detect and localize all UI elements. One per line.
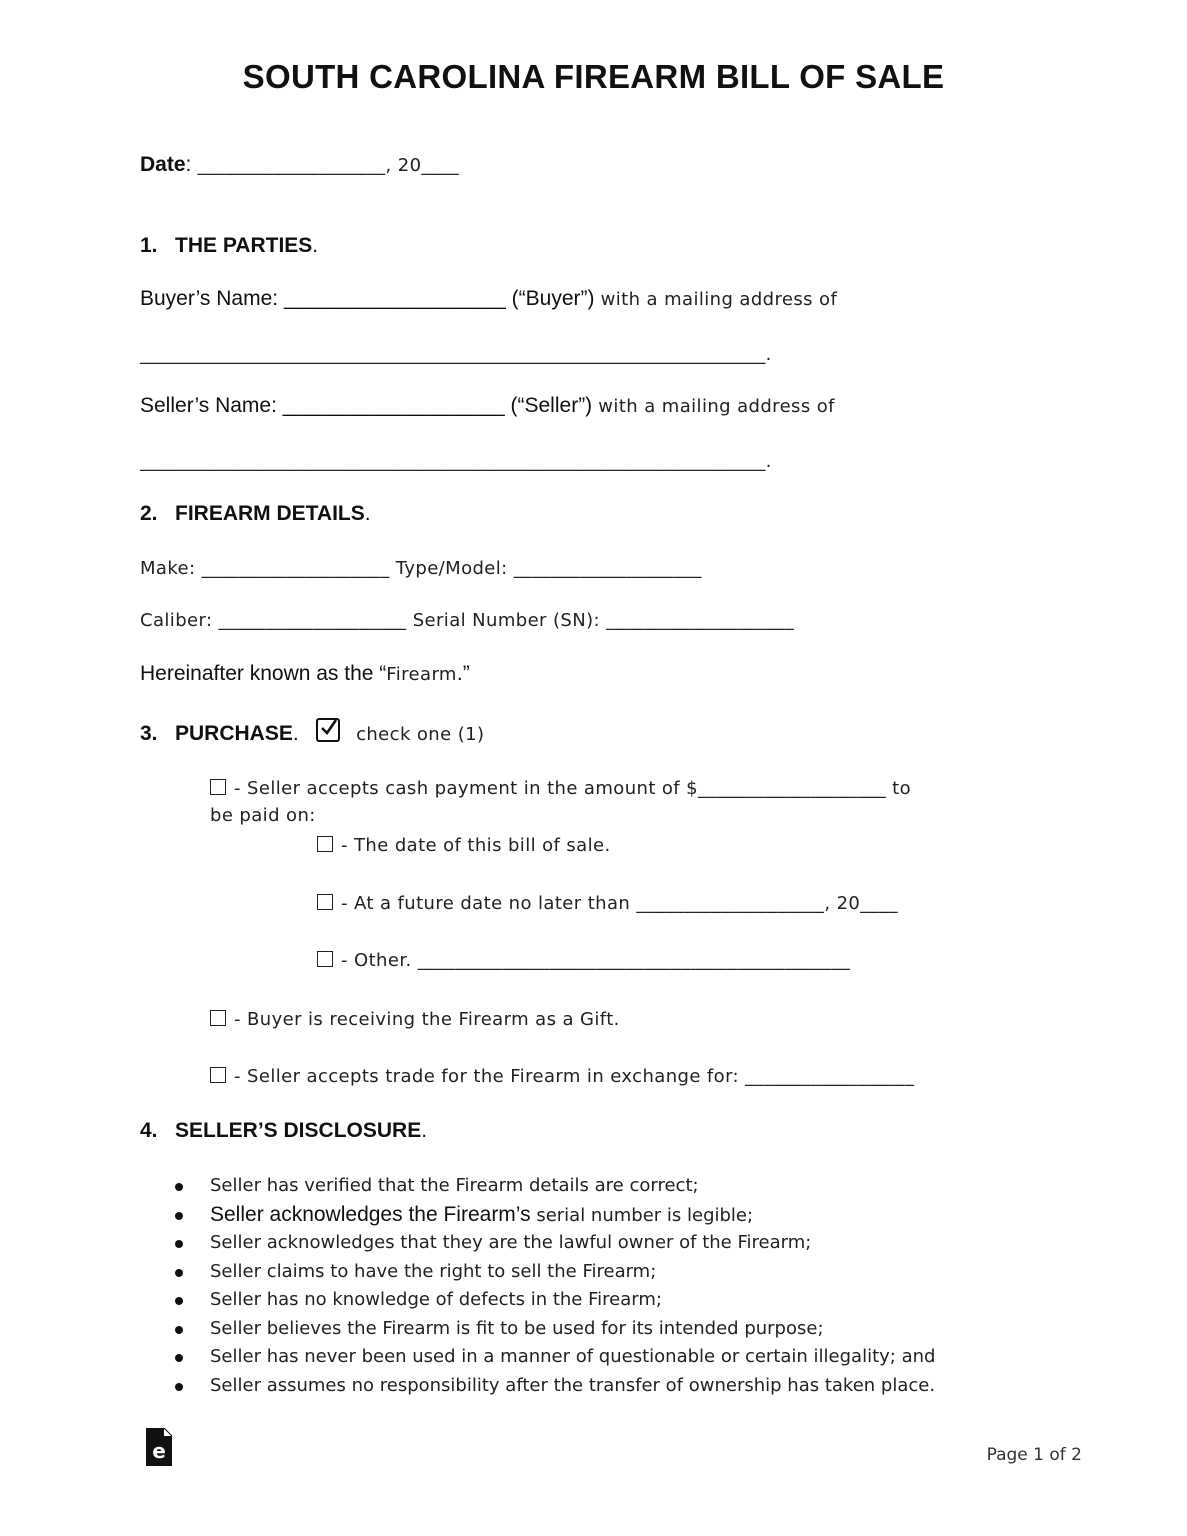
caliber-serial-fields[interactable]: Caliber: ____________________ Serial Number (SN): ____________________	[140, 610, 795, 631]
list-item	[175, 1343, 935, 1372]
date-colon: :	[185, 153, 192, 176]
seller-address-field[interactable]: ____________________________________________________________________.	[140, 451, 772, 472]
list-item	[175, 1372, 935, 1401]
buyer-address-field[interactable]: ____________________________________________________________________.	[140, 344, 772, 365]
disclosure-text: Seller has never been used in a manner of questionable or certain illegality; and	[210, 1346, 936, 1367]
section-number: 3.	[140, 722, 158, 745]
bullet-icon	[175, 1383, 183, 1391]
date-line	[140, 153, 459, 177]
seller-name-line	[140, 394, 835, 418]
other-option	[317, 950, 850, 971]
list-item	[175, 1229, 935, 1258]
section-1-heading: 1. THE PARTIES.	[140, 234, 319, 257]
buyer-address-label: with a mailing address of	[594, 289, 838, 310]
disclosure-text: Seller claims to have the right to sell the Firearm;	[210, 1260, 657, 1282]
disclosure-list	[175, 1172, 935, 1400]
date-of-sale-option	[317, 835, 611, 856]
list-item	[175, 1201, 935, 1230]
date-blank[interactable]: ____________________, 20____	[191, 155, 460, 176]
bullet-icon	[175, 1269, 183, 1277]
list-item	[175, 1258, 935, 1287]
future-date-text[interactable]: - At a future date no later than ____________________, 20____	[341, 893, 898, 914]
other-text[interactable]: - Other. ______________________________________________	[341, 950, 851, 971]
disclosure-text: serial number is legible;	[536, 1204, 754, 1226]
section-title: PURCHASE	[175, 722, 293, 745]
hereinafter-suffix: .”	[456, 662, 470, 685]
disclosure-text: Seller has verified that the Firearm details are correct;	[210, 1175, 699, 1196]
disclosure-text: Seller assumes no responsibility after the transfer of ownership has taken place.	[210, 1374, 936, 1396]
list-item	[175, 1172, 935, 1201]
bullet-icon	[175, 1240, 183, 1248]
list-item	[175, 1315, 935, 1344]
section-title: SELLER’S DISCLOSURE	[175, 1119, 422, 1142]
document-title: SOUTH CAROLINA FIREARM BILL OF SALE	[242, 58, 945, 95]
disclosure-text: Seller has no knowledge of defects in the Firearm;	[210, 1289, 662, 1310]
checkmark-icon	[316, 718, 340, 742]
seller-name-field[interactable]: Seller’s Name: ___________________ (“Seller”)	[140, 394, 593, 417]
section-2-heading: 2. FIREARM DETAILS.	[140, 502, 371, 525]
disclosure-text: Seller believes the Firearm is fit to be used for its intended purpose;	[210, 1317, 824, 1339]
bullet-icon	[175, 1354, 183, 1362]
trade-text[interactable]: - Seller accepts trade for the Firearm in exchange for: __________________	[234, 1066, 915, 1087]
section-number: 4.	[140, 1119, 158, 1142]
gift-checkbox[interactable]	[210, 1010, 226, 1026]
check-one-note: check one (1)	[356, 724, 485, 745]
bullet-icon	[175, 1326, 183, 1334]
bullet-icon	[175, 1183, 183, 1191]
bullet-icon	[175, 1297, 183, 1305]
cash-payment-cont: be paid on:	[210, 805, 316, 826]
cash-payment-text[interactable]: - Seller accepts cash payment in the amount of $____________________ to	[234, 778, 912, 799]
bullet-icon	[175, 1212, 183, 1220]
disclosure-text: Seller acknowledges that they are the lawful owner of the Firearm;	[210, 1232, 812, 1253]
trade-option	[210, 1066, 914, 1087]
future-date-option	[317, 893, 898, 914]
make-model-fields[interactable]: Make: ____________________ Type/Model: ____________________	[140, 558, 702, 579]
section-title: THE PARTIES	[175, 234, 313, 257]
date-of-sale-text: - The date of this bill of sale.	[341, 835, 611, 856]
section-3-heading: 3. PURCHASE. check one (1)	[140, 718, 484, 746]
svg-text:e: e	[152, 1439, 166, 1463]
hereinafter-word: Firearm	[386, 664, 457, 685]
eforms-logo-icon	[146, 1428, 172, 1466]
cash-payment-option	[210, 778, 911, 799]
section-4-heading: 4. SELLER’S DISCLOSURE.	[140, 1119, 428, 1142]
seller-address-label: with a mailing address of	[592, 396, 835, 417]
date-of-sale-checkbox[interactable]	[317, 836, 333, 852]
other-checkbox[interactable]	[317, 951, 333, 967]
section-number: 1.	[140, 234, 158, 257]
gift-option	[210, 1009, 620, 1030]
date-label: Date	[140, 153, 186, 176]
buyer-name-field[interactable]: Buyer’s Name: ___________________ (“Buyer”)	[140, 287, 595, 310]
section-title: FIREARM DETAILS	[175, 502, 365, 525]
disclosure-text-prefix: Seller acknowledges the Firearm’s	[210, 1202, 531, 1226]
gift-text: - Buyer is receiving the Firearm as a Gift.	[234, 1009, 620, 1030]
cash-checkbox[interactable]	[210, 779, 226, 795]
hereinafter-line	[140, 662, 470, 686]
list-item	[175, 1286, 935, 1315]
hereinafter-prefix: Hereinafter known as the “	[140, 662, 387, 685]
buyer-name-line	[140, 287, 837, 311]
future-date-checkbox[interactable]	[317, 894, 333, 910]
section-number: 2.	[140, 502, 158, 525]
trade-checkbox[interactable]	[210, 1067, 226, 1083]
page-number: Page 1 of 2	[986, 1445, 1082, 1465]
